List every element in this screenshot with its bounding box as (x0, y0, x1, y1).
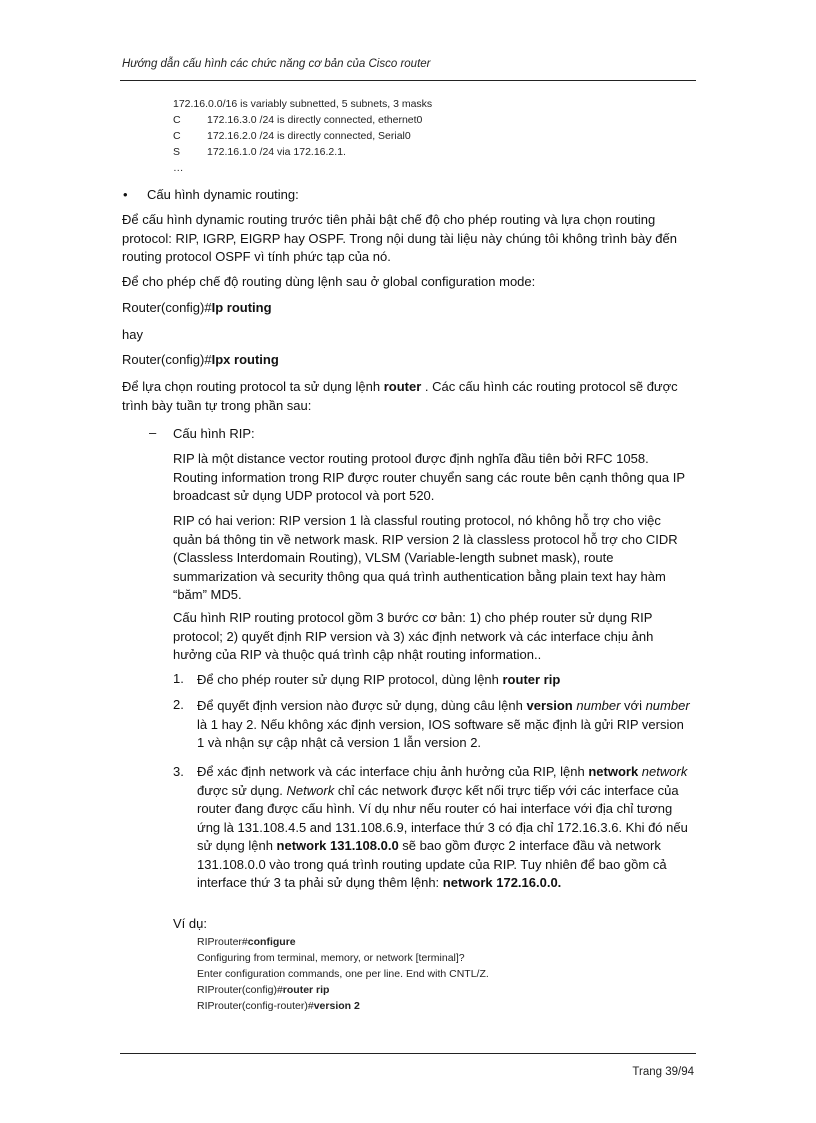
rip-paragraph-2: RIP có hai verion: RIP version 1 là classful routing protocol, nó không hỗ trợ cho việc quản bá thông tin về network mask. RIP version 2 là classless protocol hỗ trợ cho CIDR (Classless Interdomain Routing), VLSM (Variable-length subnet mask), route summarization và security thông qua quá trình authentication bằng plain text hay hàm “băm” MD5. (173, 513, 678, 602)
route-ellipsis: … (173, 162, 184, 174)
example-code-block (197, 934, 489, 1014)
command-ip-routing: Router(config)#Ip routing (122, 300, 272, 315)
step-1-number: 1. (173, 671, 184, 686)
step-3-text: Để xác định network và các interface chịu ảnh hưởng của RIP, lệnh network network được sử dụng. Network chỉ các network được kết nối trực tiếp với các interface của router đang được cấu hình. Ví dụ như nếu router có hai interface với địa chỉ tương ứng là 131.108.4.5 and 131.108.6.9, interface thứ 3 có địa chỉ 172.16.3.6. Khi đó nếu sử dụng lệnh network 131.108.0.0 sẽ bao gồm được 2 interface đầu và network 131.108.0.0 vào trong quá trình routing update của RIP. Tuy nhiên để bao gồm cả interface thứ 3 ta phải sử dụng thêm lệnh: network 172.16.0.0. (197, 764, 688, 890)
route-table-output (173, 96, 432, 176)
dynamic-paragraph-3: Để lựa chọn routing protocol ta sử dụng lệnh router . Các cấu hình các routing protocol sẽ được trình bày tuần tự trong phần sau: (122, 379, 678, 413)
example-line: RIProuter(config)#router rip (197, 984, 330, 996)
route-row: C 172.16.3.0 /24 is directly connected, ethernet0 (173, 114, 423, 126)
example-label: Ví dụ: (173, 916, 207, 931)
route-summary: 172.16.0.0/16 is variably subnetted, 5 subnets, 3 masks (173, 98, 433, 110)
or-text: hay (122, 327, 143, 342)
footer-divider (120, 1053, 696, 1054)
dash-bullet-icon: – (149, 425, 157, 440)
route-row: C 172.16.2.0 /24 is directly connected, Serial0 (173, 130, 411, 142)
example-line: RIProuter(config-router)#version 2 (197, 1000, 360, 1012)
route-row: S 172.16.1.0 /24 via 172.16.2.1. (173, 146, 346, 158)
rip-heading: Cấu hình RIP: (173, 426, 255, 441)
step-2-number: 2. (173, 697, 184, 712)
header-divider (120, 80, 696, 81)
rip-paragraph-3: Cấu hình RIP routing protocol gồm 3 bước cơ bản: 1) cho phép router sử dụng RIP protocol; 2) quyết định RIP version và 3) xác định network và các interface chịu ảnh hưởng của RIP và thuộc quá trình cập nhật routing information.. (173, 610, 654, 662)
dynamic-paragraph-2: Để cho phép chế độ routing dùng lệnh sau ở global configuration mode: (122, 274, 536, 289)
rip-paragraph-1: RIP là một distance vector routing protool được định nghĩa đầu tiên bởi RFC 1058. Routing information trong RIP được router chuyển sang các route bên cạnh thông qua IP broadcast sử dụng UDP protocol và port 520. (173, 451, 685, 503)
example-line: Configuring from terminal, memory, or network [terminal]? (197, 952, 465, 964)
step-3-number: 3. (173, 764, 184, 779)
dynamic-paragraph-1: Để cấu hình dynamic routing trước tiên phải bật chế độ cho phép routing và lựa chọn routing protocol: RIP, IGRP, EIGRP hay OSPF. Trong nội dung tài liệu này chúng tôi không trình bày đến routing protocol OSPF vì tính phức tạp của nó. (122, 212, 678, 264)
step-2-text: Để quyết định version nào được sử dụng, dùng câu lệnh version number với number là 1 hay 2. Nếu không xác định version, IOS software sẽ mặc định là gửi RIP version 1 và nhận sự cập nhật cả version 1 lẫn version 2. (197, 698, 690, 750)
step-1-text: Để cho phép router sử dụng RIP protocol, dùng lệnh router rip (197, 672, 561, 687)
example-line: RIProuter#configure (197, 936, 296, 948)
command-ipx-routing: Router(config)#Ipx routing (122, 352, 279, 367)
bullet-icon: • (123, 187, 128, 202)
example-line: Enter configuration commands, one per line. End with CNTL/Z. (197, 968, 489, 980)
page-number: Trang 39/94 (632, 1066, 694, 1078)
dynamic-heading: Cấu hình dynamic routing: (147, 187, 299, 202)
page-header-title: Hướng dẫn cấu hình các chức năng cơ bản của Cisco router (122, 58, 431, 70)
